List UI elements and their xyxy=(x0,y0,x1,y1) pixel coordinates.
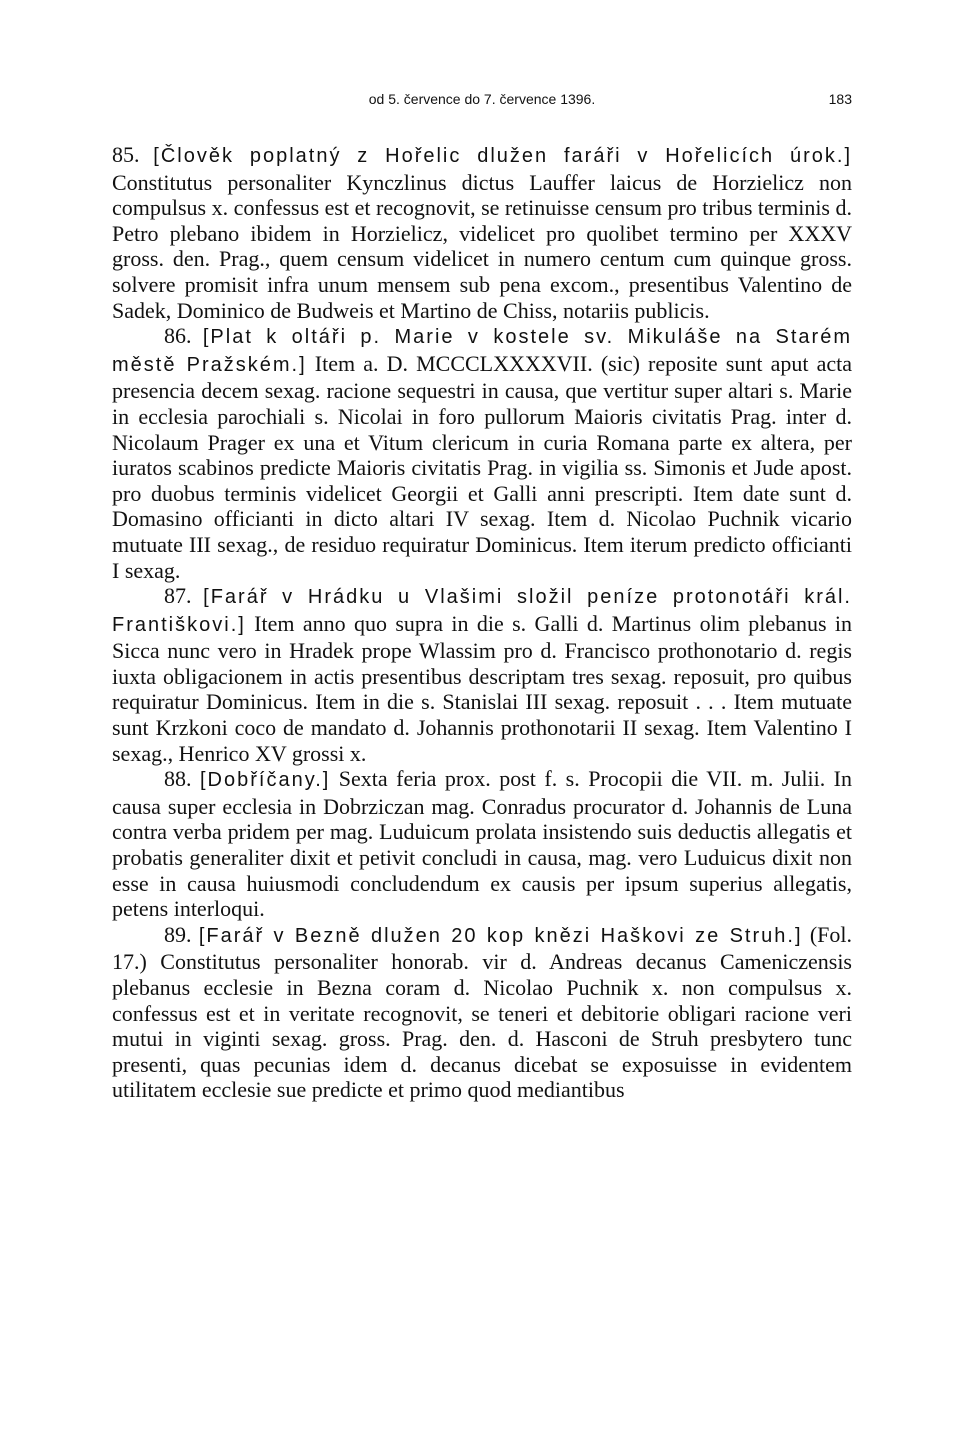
entry-heading: [Člověk poplatný z Hořelic dlužen faráři v Hořelicích úrok.] xyxy=(153,145,853,167)
entry-text: (Fol. 17.) Constitutus personaliter honorab. vir d. Andreas decanus Cameniczensis plebanus ecclesie in Bezna coram d. Nicolao Puchnik x. non compulsus x. confessus est et in veritate recognovit, se teneri et debitorie obligari racione veri mutui in viginti sexag. gross. Prag. den. d. Hasconi de Struh presbytero tunc presenti, quas pecunias idem d. decanus dicebat se exposuisse in evidentem utilitatem ecclesie sue predicte et primo quod mediantibus xyxy=(112,921,853,1103)
entry-text: Item anno quo supra in die s. Galli d. Martinus olim plebanus in Sicca nunc vero in Hradek prope Wlassim pro d. Francisco prothonotario d. regis iuxta obligacionem in actis presentibus descriptam tres sexag. reposuit, pro quibus requiratur Dominicus. Item in die s. Stanislai III sexag. reposuit . . . Item mutuate sunt Krzkoni coco de mandato d. Johannis prothonotarii II sexag. Item Valentino I sexag., Henrico XV grossi x. xyxy=(112,610,852,766)
entry-number: 86. xyxy=(164,323,192,349)
entry-number: 87. xyxy=(164,583,192,609)
entry-text: Sexta feria prox. post f. s. Procopii die VII. m. Julii. In causa super ecclesia in Dobrziczan mag. Conradus procurator d. Johannis de Luna contra verba pridem per mag. Luduicum prolata insistendo suis deductis allegatis et probatis generaliter dixit et petivit concludi in causa, mag. vero Luduicus dixit non esse in causa huiusmodi concludendum ex causis per ipsum superius allegatis, petens interloqui. xyxy=(112,766,853,922)
page-number: 183 xyxy=(828,91,852,107)
entry-86 xyxy=(112,323,852,583)
entry-text: Item a. D. MCCCLXXXXVII. (sic) reposite sunt aput acta presencia decem sexag. racione sequestri in causa, que vertitur super altari s. Marie in ecclesia parochiali s. Nicolai in foro pullorum Maioris civitatis Prag. inter d. Nicolaum Prager ex una et Vitum clericum in curia Romana parte ex altera, per iuratos scabinos predicte Maioris civitatis Prag. in vigilia ss. Simonis et Jude apost. pro duobus terminis videlicet Georgii et Galli anni prescripti. Item date sunt d. Domasino officianti in dicto altari IV sexag. Item d. Nicolao Puchnik vicario mutuate III sexag., de residuo requiratur Dominicus. Item iterum predicto officianti I sexag. xyxy=(112,350,852,583)
body-text xyxy=(112,142,852,1103)
entry-88 xyxy=(112,766,852,922)
entry-89 xyxy=(112,922,852,1103)
entry-heading: [Farář v Hrádku u Vlašimi složil peníze protonotáři král. Františkovi.] xyxy=(112,586,852,636)
entry-heading: [Plat k oltáři p. Marie v kostele sv. Mikuláše na Starém městě Pražském.] xyxy=(112,326,853,376)
entry-heading: [Farář v Bezně dlužen 20 kop knězi Haškovi ze Struh.] xyxy=(198,924,803,947)
entry-number: 88. xyxy=(164,766,192,792)
entry-87 xyxy=(112,583,852,766)
running-header xyxy=(112,91,852,113)
entry-number: 85. xyxy=(112,142,140,167)
entry-85 xyxy=(112,142,852,323)
entry-heading: [Dobříčany.] xyxy=(199,769,331,792)
running-title: od 5. července do 7. července 1396. xyxy=(368,91,596,107)
entry-text: Constitutus personaliter Kynczlinus dictus Lauffer laicus de Horzielicz non compulsus x. confessus est et recognovit, se retinuisse censum pro tribus terminis d. Petro plebano ibidem in Horzielicz, videlicet pro quolibet termino per XXXV gross. den. Prag., quem censum videlicet in numero centum cum quinque gross. solvere promisit infra unum mensem sub pena excom., presentibus Valentino de Sadek, Dominico de Budweis et Martino de Chiss, notariis publicis. xyxy=(112,169,852,323)
entry-number: 89. xyxy=(164,921,192,947)
